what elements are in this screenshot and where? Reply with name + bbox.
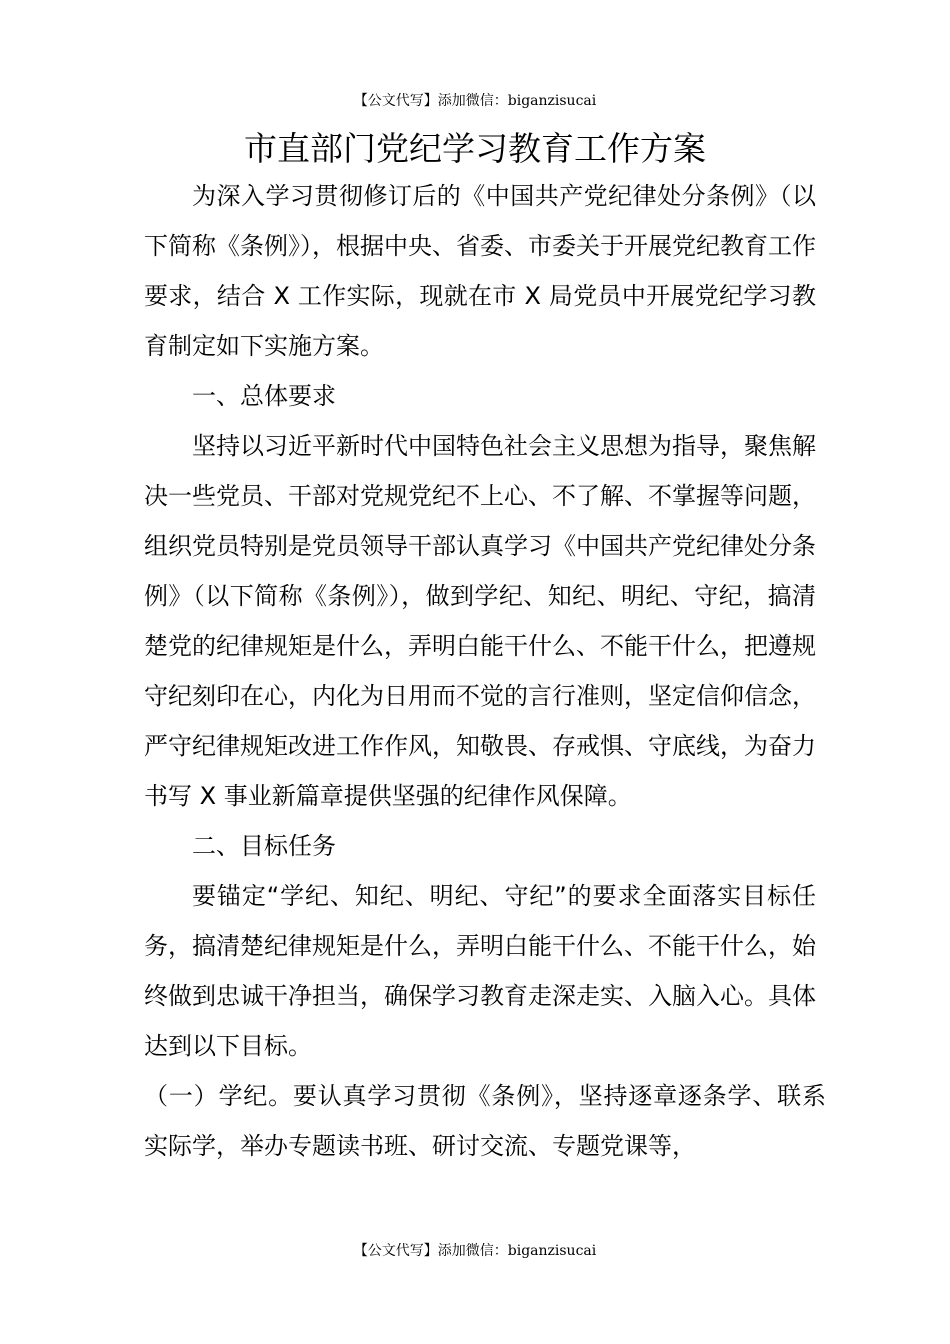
document-title: 市直部门党纪学习教育工作方案 (244, 129, 706, 168)
overall-requirements-paragraph: 坚持以习近平新时代中国特色社会主义思想为指导，聚焦解决一些党员、干部对党规党纪不上心、不了解、不掌握等问题，组织党员特别是党员领导干部认真学习《中国共产党纪律处分条例》（以下简称《条例》），做到学纪、知纪、明纪、守纪，搞清楚党的纪律规矩是什么，弄明白能干什么、不能干什么，把遵规守纪刻印在心，内化为日用而不觉的言行准则，坚定信仰信念，严守纪律规矩改进工作作风，知敬畏、存戒惧、守底线，为奋力书写 X 事业新篇章提供坚强的纪律作风保障。 (144, 432, 816, 810)
page-footer: 【公文代写】添加微信：biganzisucai (353, 1243, 597, 1259)
section-heading-goals-tasks: 二、目标任务 (192, 832, 336, 860)
subsection-learn-discipline-paragraph: （一）学纪。要认真学习贯彻《条例》，坚持逐章逐条学、联系实际学，举办专题读书班、研讨交流、专题党课等， (144, 1082, 826, 1160)
section-heading-overall-requirements: 一、总体要求 (192, 382, 336, 410)
page-header: 【公文代写】添加微信：biganzisucai (353, 93, 597, 109)
document-body (144, 171, 826, 1171)
goals-tasks-paragraph: 要锚定“学纪、知纪、明纪、守纪”的要求全面落实目标任务，搞清楚纪律规矩是什么，弄明白能干什么、不能干什么，始终做到忠诚干净担当，确保学习教育走深走实、入脑入心。具体达到以下目标。 (144, 882, 816, 1060)
intro-paragraph: 为深入学习贯彻修订后的《中国共产党纪律处分条例》（以下简称《条例》），根据中央、省委、市委关于开展党纪教育工作要求，结合 X 工作实际，现就在市 X 局党员中开展党纪学习教育制定如下实施方案。 (144, 182, 816, 360)
